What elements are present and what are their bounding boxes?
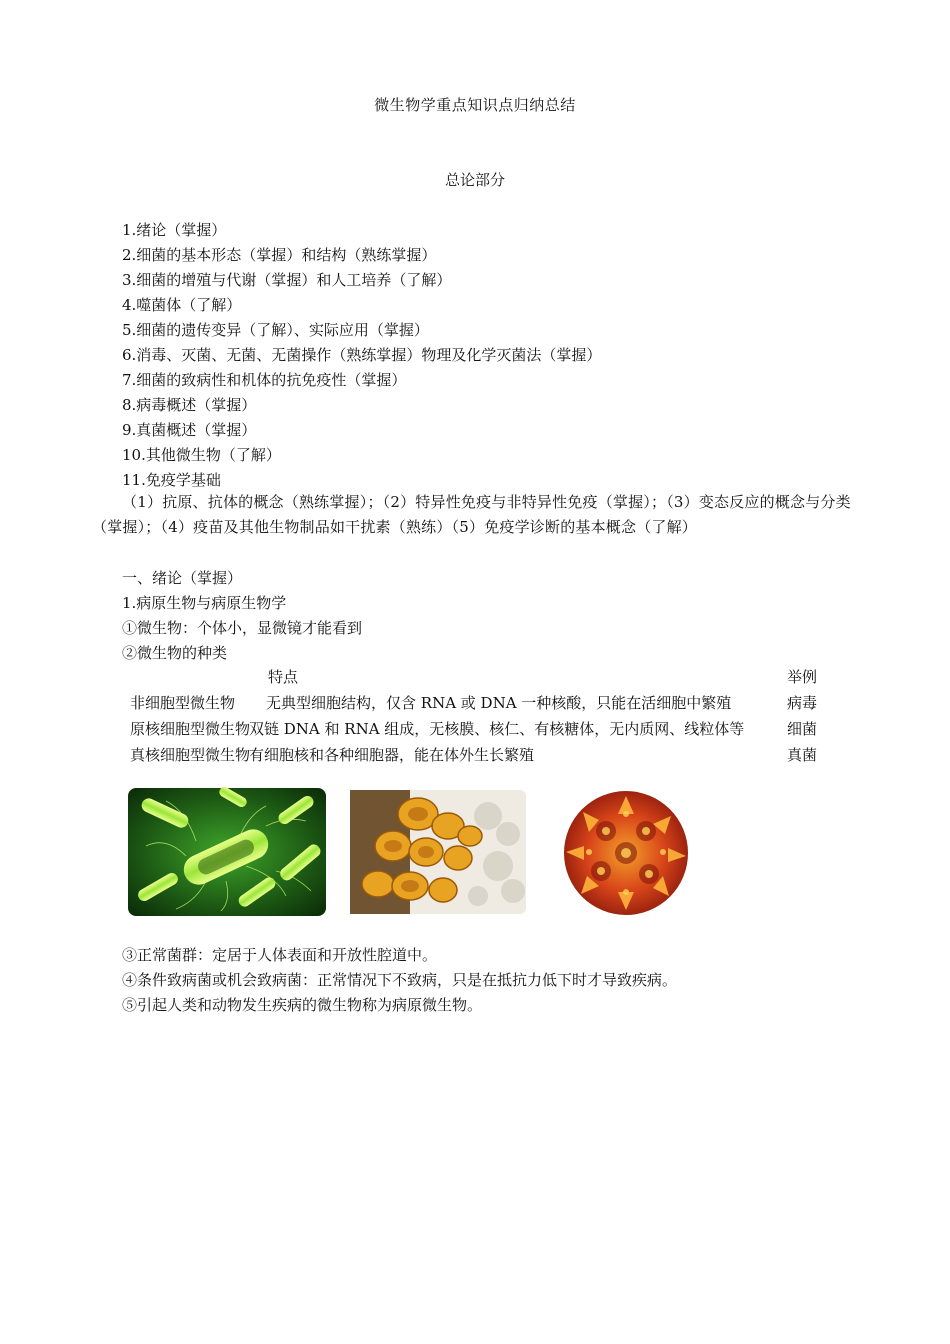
outline-item: 2.细菌的基本形态（掌握）和结构（熟练掌握） (122, 246, 437, 264)
note-item: ⑤引起人类和动物发生疾病的微生物称为病原微生物。 (122, 996, 483, 1014)
outline-item: 10.其他微生物（了解） (122, 446, 281, 464)
bacteria-image (126, 786, 328, 918)
column-header-example: 举例 (787, 668, 818, 686)
microbe-types-table (130, 666, 830, 770)
table-row (130, 718, 830, 744)
outline-item: 6.消毒、灭菌、无菌、无菌操作（熟练掌握）物理及化学灭菌法（掌握） (122, 346, 602, 364)
outline-item: 9.真菌概述（掌握） (122, 421, 257, 439)
table-header-row (130, 666, 830, 692)
cell-example: 病毒 (787, 694, 818, 712)
cell-type: 非细胞型微生物 (130, 694, 236, 712)
table-row (130, 692, 830, 718)
cell-feature: 有细胞核和各种细胞器，能在体外生长繁殖 (249, 746, 535, 764)
subsection-heading: 1.病原生物与病原生物学 (122, 594, 287, 612)
section-heading: 一、绪论（掌握） (122, 569, 243, 587)
cell-example: 真菌 (787, 746, 818, 764)
outline-item: 1.绪论（掌握） (122, 221, 227, 239)
outline-item: 7.细菌的致病性和机体的抗免疫性（掌握） (122, 371, 407, 389)
outline-item: 3.细菌的增殖与代谢（掌握）和人工培养（了解） (122, 271, 452, 289)
table-row (130, 744, 830, 770)
note-item: ④条件致病菌或机会致病菌：正常情况下不致病，只是在抵抗力低下时才导致疾病。 (122, 971, 678, 989)
cell-type: 真核细胞型微生物 (130, 746, 251, 764)
column-header-feature: 特点 (268, 668, 299, 686)
immunology-detail-paragraph: （1）抗原、抗体的概念（熟练掌握）；（2）特异性免疫与非特异性免疫（掌握）；（3）变态反应的概念与分类（掌握）；（4）疫苗及其他生物制品如干扰素（熟练）（5）免疫学诊断的基本概念（了解） (92, 493, 851, 536)
cell-feature: 无典型细胞结构，仅含 RNA 或 DNA 一种核酸，只能在活细胞中繁殖 (266, 694, 732, 712)
section-introduction (122, 566, 882, 666)
cell-example: 细菌 (787, 720, 818, 738)
cell-type: 原核细胞型微生物 (130, 720, 251, 738)
notes-section (122, 943, 882, 1018)
note-item: ③正常菌群：定居于人体表面和开放性腔道中。 (122, 946, 438, 964)
fungi-image (348, 786, 528, 918)
document-title: 微生物学重点知识点归纳总结 (374, 96, 576, 114)
outline-item: 11.免疫学基础 (122, 471, 221, 489)
outline-item: 8.病毒概述（掌握） (122, 396, 257, 414)
outline-list (122, 218, 882, 493)
virus-image (551, 786, 701, 920)
outline-item: 4.噬菌体（了解） (122, 296, 242, 314)
definition-item: ①微生物：个体小，显微镜才能看到 (122, 619, 363, 637)
cell-feature: 双链 DNA 和 RNA 组成，无核膜、核仁、有核糖体，无内质网、线粒体等 (249, 720, 745, 738)
microbe-images (126, 786, 726, 922)
document-subtitle: 总论部分 (444, 171, 505, 189)
outline-item: 5.细菌的遗传变异（了解）、实际应用（掌握） (122, 321, 429, 339)
definition-item: ②微生物的种类 (122, 644, 228, 662)
